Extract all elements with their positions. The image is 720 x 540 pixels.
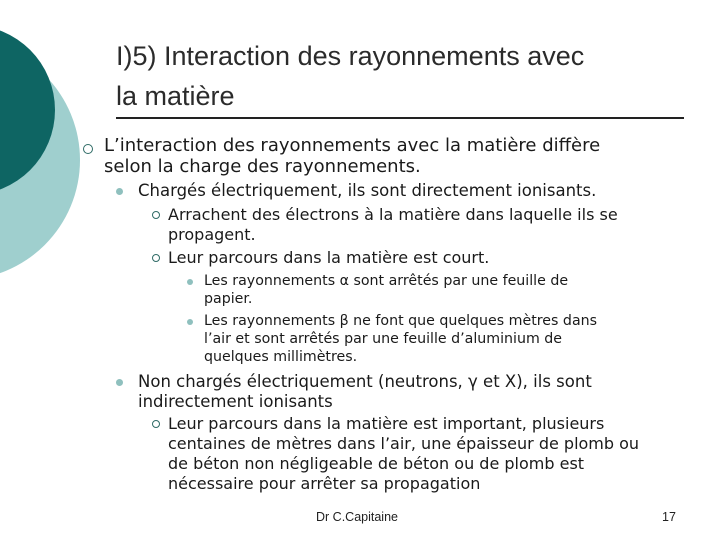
bullet-text-line: nécessaire pour arrêter sa propagation [168, 474, 481, 493]
dot-bullet-icon [187, 279, 193, 285]
bullet-text-line: Chargés électriquement, ils sont directement ionisants. [138, 181, 597, 200]
bullet-text-line: papier. [204, 291, 253, 307]
bullet-text-line: Non chargés électriquement (neutrons, γ et X), ils sont [138, 372, 592, 391]
title-divider [116, 117, 684, 119]
ring-bullet-icon [152, 211, 160, 219]
slide-title [116, 36, 696, 116]
bullet-text-line: Les rayonnements β ne font que quelques mètres dans [204, 313, 598, 329]
bullet-text-line: Leur parcours dans la matière est court. [168, 248, 490, 267]
bullet-text-line: indirectement ionisants [138, 392, 333, 411]
bullet-text-line: centaines de mètres dans l’air, une épaisseur de plomb ou [168, 434, 640, 453]
bullet-text-line: Les rayonnements α sont arrêtés par une feuille de [204, 273, 569, 289]
bullet-text-line: l’air et sont arrêtés par une feuille d’aluminium de [204, 331, 563, 347]
page-number: 17 [662, 510, 676, 524]
bullet-text-line: Arrachent des électrons à la matière dans laquelle ils se [168, 205, 618, 224]
ring-bullet-icon [152, 254, 160, 262]
bullet-text-line: de béton non négligeable de béton ou de plomb est [168, 454, 585, 473]
slide-title-line-1: I)5) Interaction des rayonnements avec [116, 41, 585, 71]
bullet-text-line: propagent. [168, 225, 256, 244]
bullet-text-line: L’interaction des rayonnements avec la matière diffère [104, 135, 601, 156]
dot-bullet-icon [116, 188, 123, 195]
dot-bullet-icon [116, 379, 123, 386]
ring-bullet-icon [83, 144, 93, 154]
bullet-text-line: quelques millimètres. [204, 349, 358, 365]
dot-bullet-icon [187, 319, 193, 325]
decorative-circles [0, 0, 120, 300]
ring-bullet-icon [152, 420, 160, 428]
bullet-text-line: Leur parcours dans la matière est important, plusieurs [168, 414, 605, 433]
bullet-text-line: selon la charge des rayonnements. [104, 156, 421, 177]
footer-author: Dr C.Capitaine [316, 510, 398, 524]
slide-title-line-2: la matière [116, 81, 235, 111]
